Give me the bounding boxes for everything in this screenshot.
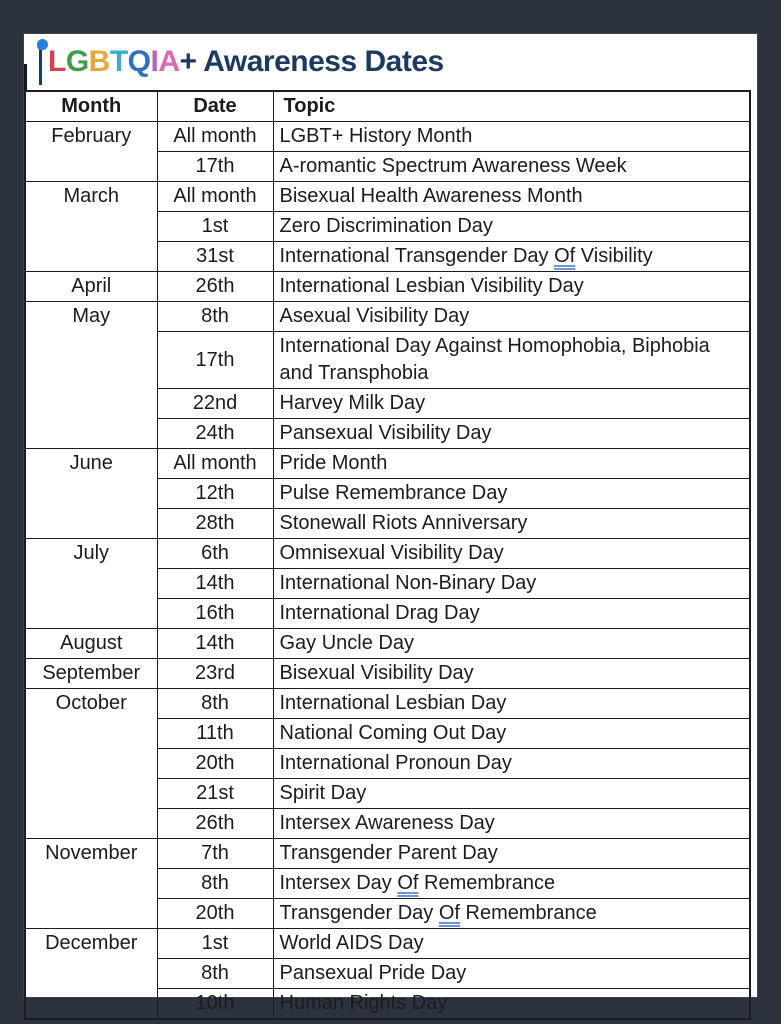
topic-cell: Gay Uncle Day xyxy=(273,629,750,659)
date-cell: 10th xyxy=(157,989,273,1020)
topic-cell: Harvey Milk Day xyxy=(273,389,750,419)
topic-cell: International Lesbian Visibility Day xyxy=(273,272,750,302)
table-header xyxy=(25,91,750,122)
title-letter: B xyxy=(88,45,110,78)
date-cell: 17th xyxy=(157,152,273,182)
date-cell: All month xyxy=(157,122,273,152)
title-letter: Q xyxy=(127,45,151,78)
date-cell: 1st xyxy=(157,212,273,242)
left-edge-cursor-mark xyxy=(24,64,27,90)
month-cell: April xyxy=(25,272,157,302)
date-cell: 26th xyxy=(157,272,273,302)
title-letter: L xyxy=(48,45,66,78)
date-cell: 16th xyxy=(157,599,273,629)
topic-cell: International Drag Day xyxy=(273,599,750,629)
table-row xyxy=(25,629,750,659)
title-rainbow-letters xyxy=(48,45,180,78)
table-row xyxy=(25,449,750,479)
topic-cell: Transgender Day Of Remembrance xyxy=(273,899,750,929)
date-cell: 11th xyxy=(157,719,273,749)
topic-cell: International Transgender Day Of Visibility xyxy=(273,242,750,272)
month-cell: July xyxy=(25,539,157,629)
date-cell: 14th xyxy=(157,569,273,599)
table-row xyxy=(25,839,750,869)
date-cell: 1st xyxy=(157,929,273,959)
document-panel xyxy=(24,34,757,1014)
date-cell: 21st xyxy=(157,779,273,809)
topic-cell: Pansexual Visibility Day xyxy=(273,419,750,449)
page-title xyxy=(48,47,444,77)
topic-cell: A-romantic Spectrum Awareness Week xyxy=(273,152,750,182)
topic-cell: World AIDS Day xyxy=(273,929,750,959)
title-rest-text: + Awareness Dates xyxy=(179,45,444,78)
cursor-handle[interactable] xyxy=(37,39,48,50)
date-cell: All month xyxy=(157,182,273,212)
topic-cell: Human Rights Day xyxy=(273,989,750,1020)
topic-cell: Pansexual Pride Day xyxy=(273,959,750,989)
column-header-date: Date xyxy=(157,91,273,122)
topic-cell: International Pronoun Day xyxy=(273,749,750,779)
cursor-line xyxy=(39,47,42,85)
title-letter: I xyxy=(150,45,159,78)
date-cell: 8th xyxy=(157,869,273,899)
awareness-table-body xyxy=(25,122,750,1020)
topic-cell: International Lesbian Day xyxy=(273,689,750,719)
topic-cell: International Non-Binary Day xyxy=(273,569,750,599)
grammar-check-underlined-word: Of xyxy=(438,902,460,924)
topic-cell: Pride Month xyxy=(273,449,750,479)
date-cell: 8th xyxy=(157,959,273,989)
month-cell: November xyxy=(25,839,157,929)
topic-cell: Asexual Visibility Day xyxy=(273,302,750,332)
topic-cell: Zero Discrimination Day xyxy=(273,212,750,242)
title-letter: G xyxy=(65,45,89,78)
topic-cell: Spirit Day xyxy=(273,779,750,809)
grammar-check-underlined-word: Of xyxy=(554,245,576,267)
title-bar xyxy=(24,34,757,90)
topic-cell: LGBT+ History Month xyxy=(273,122,750,152)
date-cell: 8th xyxy=(157,689,273,719)
date-cell: 28th xyxy=(157,509,273,539)
topic-cell: Omnisexual Visibility Day xyxy=(273,539,750,569)
date-cell: 7th xyxy=(157,839,273,869)
table-row xyxy=(25,659,750,689)
topic-cell: International Day Against Homophobia, Biphobia and Transphobia xyxy=(273,332,750,389)
month-cell: October xyxy=(25,689,157,839)
date-cell: 31st xyxy=(157,242,273,272)
month-cell: June xyxy=(25,449,157,539)
table-row xyxy=(25,929,750,959)
month-cell: May xyxy=(25,302,157,449)
table-row xyxy=(25,182,750,212)
table-row xyxy=(25,539,750,569)
date-cell: 26th xyxy=(157,809,273,839)
date-cell: 20th xyxy=(157,749,273,779)
table-row xyxy=(25,689,750,719)
column-header-month: Month xyxy=(25,91,157,122)
topic-cell: Stonewall Riots Anniversary xyxy=(273,509,750,539)
month-cell: February xyxy=(25,122,157,182)
date-cell: 17th xyxy=(157,332,273,389)
topic-cell: Pulse Remembrance Day xyxy=(273,479,750,509)
topic-cell: National Coming Out Day xyxy=(273,719,750,749)
topic-cell: Bisexual Health Awareness Month xyxy=(273,182,750,212)
date-cell: 20th xyxy=(157,899,273,929)
awareness-dates-table xyxy=(24,90,751,1020)
topic-cell: Transgender Parent Day xyxy=(273,839,750,869)
title-letter: A xyxy=(158,45,180,78)
topic-cell: Bisexual Visibility Day xyxy=(273,659,750,689)
date-cell: All month xyxy=(157,449,273,479)
grammar-check-underlined-word: Of xyxy=(397,872,419,894)
date-cell: 24th xyxy=(157,419,273,449)
date-cell: 22nd xyxy=(157,389,273,419)
month-cell: March xyxy=(25,182,157,272)
title-letter: T xyxy=(109,45,128,78)
table-row xyxy=(25,122,750,152)
column-header-topic: Topic xyxy=(273,91,750,122)
date-cell: 23rd xyxy=(157,659,273,689)
table-row xyxy=(25,302,750,332)
month-cell: December xyxy=(25,929,157,1020)
date-cell: 14th xyxy=(157,629,273,659)
date-cell: 6th xyxy=(157,539,273,569)
table-row xyxy=(25,272,750,302)
date-cell: 12th xyxy=(157,479,273,509)
topic-cell: Intersex Awareness Day xyxy=(273,809,750,839)
header-row xyxy=(25,91,750,122)
topic-cell: Intersex Day Of Remembrance xyxy=(273,869,750,899)
text-insertion-cursor-icon[interactable] xyxy=(34,38,46,86)
month-cell: September xyxy=(25,659,157,689)
date-cell: 8th xyxy=(157,302,273,332)
month-cell: August xyxy=(25,629,157,659)
